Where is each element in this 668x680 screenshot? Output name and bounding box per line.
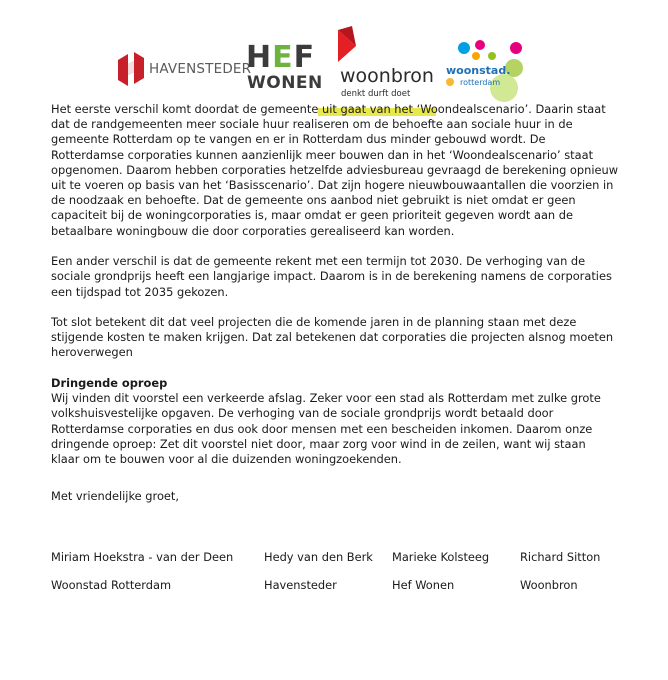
signatory-organisation: Hef Wonen xyxy=(392,578,455,592)
signatory-name: Miriam Hoekstra - van der Deen xyxy=(51,550,234,564)
havensteder-logo xyxy=(115,52,252,86)
signatory-name: Richard Sitton xyxy=(520,550,601,564)
woonbron-wordmark: woonbron xyxy=(340,65,434,87)
woonstad-logo xyxy=(440,38,526,104)
havensteder-mark-icon xyxy=(115,52,147,86)
closing-greeting: Met vriendelijke groet, xyxy=(51,489,180,504)
woonbron-tagline: denkt durft doet xyxy=(341,89,411,99)
paragraph-oproep: Wij vinden dit voorstel een verkeerde afslag. Zeker voor een stad als Rotterdam met zulke grote volkshuisvestelijke opgaven. De verhoging van de sociale grondprijs wordt betaald door Rotterdamse corporaties en dus ook door mensen met een bescheiden inkomen. Daarom onze dringende oproep: Zet dit voorstel niet door, maar zorg voor wind in de zeilen, want wij staan klaar om te bouwen voor al die duizenden woningzoekenden. xyxy=(51,391,601,466)
signatory-name: Hedy van den Berk xyxy=(264,550,373,564)
paragraph-termijn: Een ander verschil is dat de gemeente rekent met een termijn tot 2030. De verhoging van de sociale grondprijs heeft een langjarige impact. Daarom is in de berekening namens de corporaties een tijdspad tot 2035 gekozen. xyxy=(51,254,612,299)
woonstad-wordmark: woonstad. xyxy=(446,64,511,77)
havensteder-wordmark: HAVENSTEDER xyxy=(149,61,252,77)
paragraph-scenario: Het eerste verschil komt doordat de gemeente uit gaat van het ‘Woondealscenario’. Daarin staat dat de randgemeenten meer sociale huur realiseren om de behoefte aan sociale huur in de gemeente Rotterdam op te vangen en er in Rotterdam dus minder gebouwd wordt. De Rotterdamse corporaties kunnen aanzienlijk meer bouwen dan in het ‘Woondealscenario’ staat opgenomen. Daarom hebben corporaties hetzelfde adviesbureau gevraagd de berekening opnieuw uit te voeren op basis van het ‘Basisscenario’. Dat zijn hogere nieuwbouwaantallen die voorzien in de noodzaak en behoefte. Dat de gemeente ons aanbod niet gebruikt is niet omdat er geen capaciteit bij de woningcorporaties is, maar omdat er geen prioriteit gegeven wordt aan de betaalbare woningbouw die door corporaties gerealiseerd kan worden. xyxy=(51,102,619,238)
signatory-organisation: Woonbron xyxy=(520,578,578,592)
paragraph-projecten: Tot slot betekent dit dat veel projecten die de komende jaren in de planning staan met deze stijgende kosten te maken krijgen. Dat zal betekenen dat corporaties die projecten alsnog moeten heroverwegen xyxy=(51,315,614,360)
wonen-wordmark: WONEN xyxy=(247,73,323,93)
logo-bar xyxy=(0,22,668,100)
signatory-organisation: Woonstad Rotterdam xyxy=(51,578,172,592)
signature-block xyxy=(51,550,621,600)
section-heading: Dringende oproep xyxy=(51,375,168,390)
woonstad-subtitle: rotterdam xyxy=(460,78,501,87)
hef-wordmark: HEF xyxy=(246,40,316,75)
hef-wonen-logo xyxy=(246,40,323,93)
signatory-name: Marieke Kolsteeg xyxy=(392,550,490,564)
letter-body xyxy=(51,102,621,520)
signatory-organisation: Havensteder xyxy=(264,578,337,592)
